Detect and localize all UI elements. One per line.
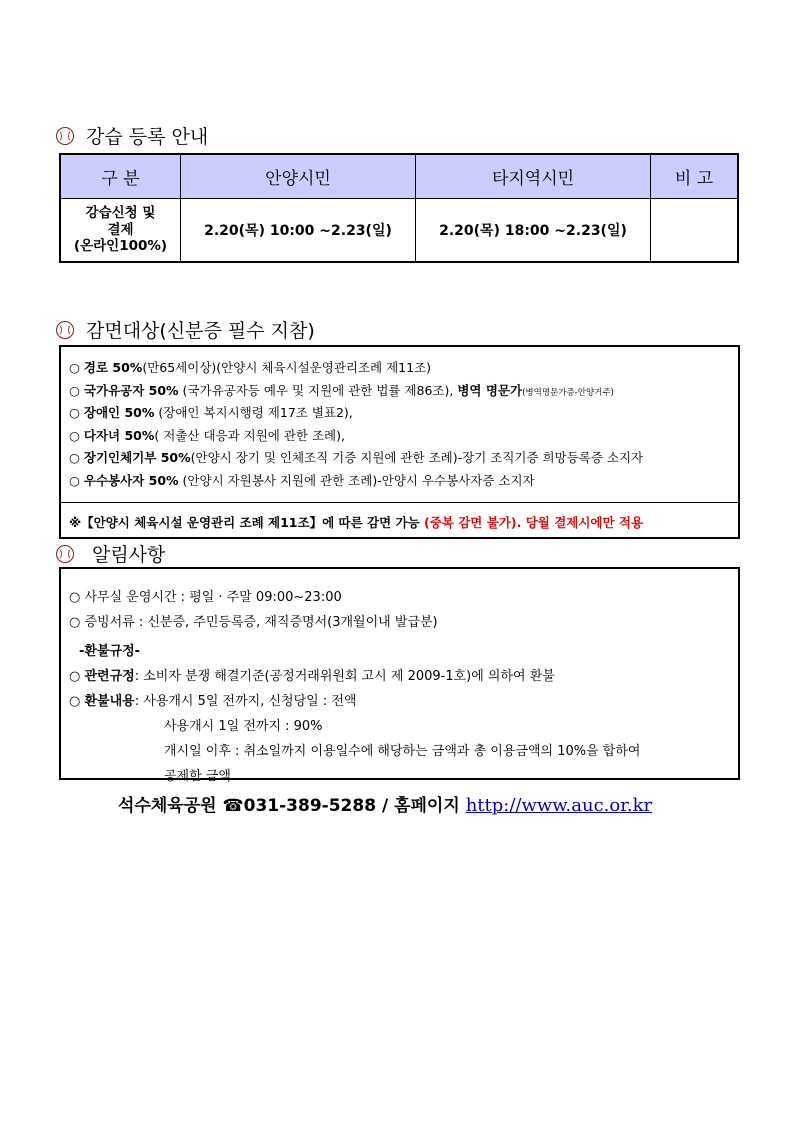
list-item [69,357,738,380]
header-other: 타지역시민 [416,154,651,199]
cell-anyang: 2.20(목) 10:00 ~2.23(일) [181,199,416,263]
homepage-link[interactable]: http://www.auc.or.kr [465,795,653,816]
section-title-notice [56,540,165,567]
item-bold: 장애인 50% [83,405,155,420]
item-bold: 우수봉사자 50% [83,472,179,488]
baseball-icon [56,321,74,339]
header-anyang: 안양시민 [181,154,416,199]
section-title-text: 강습 등록 안내 [86,126,209,148]
row-label-line: 결제 [107,221,134,238]
section-title-text: 알림사항 [92,544,166,566]
item-bold: 국가유공자 50% [83,382,179,398]
cell-note [651,199,739,263]
section-title-discount [56,316,315,343]
item-bold: 다자녀 50% [83,427,155,443]
required-documents: ○ 증빙서류 : 신분증, 주민등록증, 재직증명서(3개월이내 발급분) [69,615,438,630]
row-label-line: 강습신청 및 [85,204,156,221]
bullet: ○ [69,427,80,443]
discount-note [61,502,738,531]
item-bold: 장기인체기부 50% [83,450,191,465]
bullet: ○ [69,450,80,465]
list-item [69,425,738,448]
list-item [69,447,738,470]
notice-box [59,567,740,784]
refund-line: 사용개시 1일 전까지 : 90% [164,719,323,734]
item-text: (안양시 자원봉사 지원에 관한 조례)-안양시 우수봉사자증 소지자 [178,472,535,488]
list-item [69,402,738,425]
section-title-registration [56,122,208,149]
item-text: (국가유공자등 예우 및 지원에 관한 법률 제86조), [178,382,458,398]
refund-rule-label: 관련규정 [84,669,135,684]
list-item [69,470,738,493]
item-text: (장애인 복지시행령 제17조 별표2), [154,405,353,420]
item-bold: 병역 명문가 [457,382,523,398]
header-note: 비 고 [651,154,739,199]
cell-other: 2.20(목) 18:00 ~2.23(일) [416,199,651,263]
refund-content-label: 환불내용 [84,694,135,709]
bullet: ○ [69,472,80,488]
list-item [69,380,738,403]
item-small-text: (병역명문가증-안양거주) [522,387,614,398]
baseball-icon [56,127,74,145]
registration-table [59,153,739,263]
office-hours: ○ 사무실 운영시간 : 평일 · 주말 09:00~23:00 [69,590,342,605]
row-label [60,199,181,263]
baseball-icon [56,545,74,563]
header-category: 구 분 [60,154,181,199]
item-text: (만65세이상)(안양시 체육시설운영관리조례 제11조) [142,360,432,375]
refund-content-text: : 사용개시 5일 전까지, 신청당일 : 전액 [134,694,357,709]
item-bold: 경로 50% [83,360,143,375]
table-row [60,199,738,263]
item-text: (안양시 장기 및 인체조직 기증 지원에 관한 조례)-장기 조직기증 희망등록증 소지자 [190,450,644,465]
refund-line: 공제한 금액 [164,769,231,784]
footer-text: 석수체육공원 ☎031-389-5288 / 홈페이지 [118,796,466,816]
item-text: ( 저출산 대응과 지원에 관한 조례), [154,427,345,443]
bullet: ○ [69,360,80,375]
bullet: ○ [69,382,80,398]
table-header-row [60,154,738,199]
section-title-text: 감면대상(신분증 필수 지참) [86,320,315,342]
note-warning: (중복 감면 불가). 당월 결제시에만 적용 [424,515,644,530]
note-text: ※【안양시 체육시설 운영관리 조례 제11조】에 따른 감면 가능 [69,515,425,530]
refund-title: -환불규정- [79,644,141,659]
refund-content: ○ 환불내용: 사용개시 5일 전까지, 신청당일 : 전액 [69,694,357,709]
bullet: ○ [69,405,80,420]
refund-rule-text: : 소비자 분쟁 해결기준(공정거래위원회 고시 제 2009-1호)에 의하여 환불 [134,669,555,684]
refund-rule: ○ 관련규정: 소비자 분쟁 해결기준(공정거래위원회 고시 제 2009-1호)에 의하여 환불 [69,669,555,684]
refund-line: 개시일 이후 : 취소일까지 이용일수에 해당하는 금액과 총 이용금액의 10%을 합하여 [164,744,641,759]
footer-contact [118,791,652,816]
discount-box [59,345,740,539]
row-label-line: (온라인100%) [73,238,168,255]
